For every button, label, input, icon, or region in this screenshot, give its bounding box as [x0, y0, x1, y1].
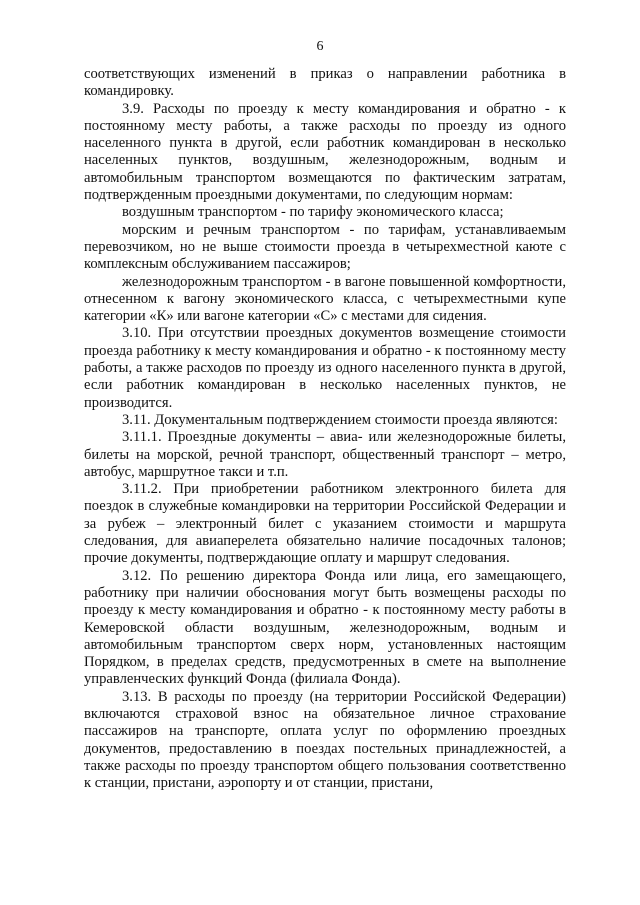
paragraph-3-10: 3.10. При отсутствии проездных документов возмещение стоимости проезда работнику к месту командирования и обратно - к постоянному месту работы, а также расходов по проезду из одного населенного пункта в другой, если работник командирован в несколько населенных пунктов, не производится. [84, 325, 566, 411]
paragraph-air-transport: воздушным транспортом - по тарифу экономического класса; [122, 204, 504, 221]
paragraph-continuation: соответствующих изменений в приказ о направлении работника в командировку. [84, 66, 566, 100]
paragraph-3-11: 3.11. Документальным подтверждением стоимости проезда являются: [122, 411, 558, 428]
paragraph-sea-river-transport: морским и речным транспортом - по тарифам, устанавливаемым перевозчиком, но не выше стоимости проезда в четырехместной каюте с комплексным обслуживанием пассажиров; [84, 221, 566, 273]
document-body [84, 66, 566, 792]
paragraph-3-11-1: 3.11.1. Проездные документы – авиа- или железнодорожные билеты, билеты на морской, речной транспорт, общественный транспорт – метро, автобус, маршрутное такси и т.п. [84, 429, 566, 480]
paragraph-3-12: 3.12. По решению директора Фонда или лица, его замещающего, работнику при наличии обоснования могут быть возмещены расходы по проезду к месту командирования и обратно - к постоянному месту работы в Кемеровской области воздушным, железнодорожным, водным и автомобильным транспортом сверх норм, установленных настоящим Порядком, в пределах средств, предусмотренных в смете на выполнение управленческих функций Фонда (филиала Фонда). [84, 567, 566, 688]
paragraph-3-13: 3.13. В расходы по проезду (на территории Российской Федерации) включаются страховой взнос на обязательное личное страхование пассажиров на транспорте, оплата услуг по оформлению проездных документов, предоставлению в поездах постельных принадлежностей, а также расходы по проезду транспортом общего пользования соответственно к станции, пристани, аэропорту и от станции, пристани, [84, 688, 566, 792]
paragraph-3-9: 3.9. Расходы по проезду к месту командирования и обратно - к постоянному месту работы, а также расходы по проезду из одного населенного пункта в другой, если работник командирован в несколько населенных пунктов, воздушным, железнодорожным, водным и автомобильным транспортом возмещаются по фактическим затратам, подтвержденным проездными документами, по следующим нормам: [84, 100, 566, 204]
paragraph-rail-transport: железнодорожным транспортом - в вагоне повышенной комфортности, отнесенном к вагону экономического класса, с четырехместными купе категории «К» или вагоне категории «С» с местами для сидения. [84, 273, 566, 325]
page-number: 6 [316, 39, 324, 54]
paragraph-3-11-2: 3.11.2. При приобретении работником электронного билета для поездок в служебные командировки на территории Российской Федерации и за рубеж – электронный билет с указанием стоимости и маршрута следования, для авиаперелета обязательно наличие посадочных талонов; прочие документы, подтверждающие оплату и маршрут следования. [84, 481, 566, 567]
